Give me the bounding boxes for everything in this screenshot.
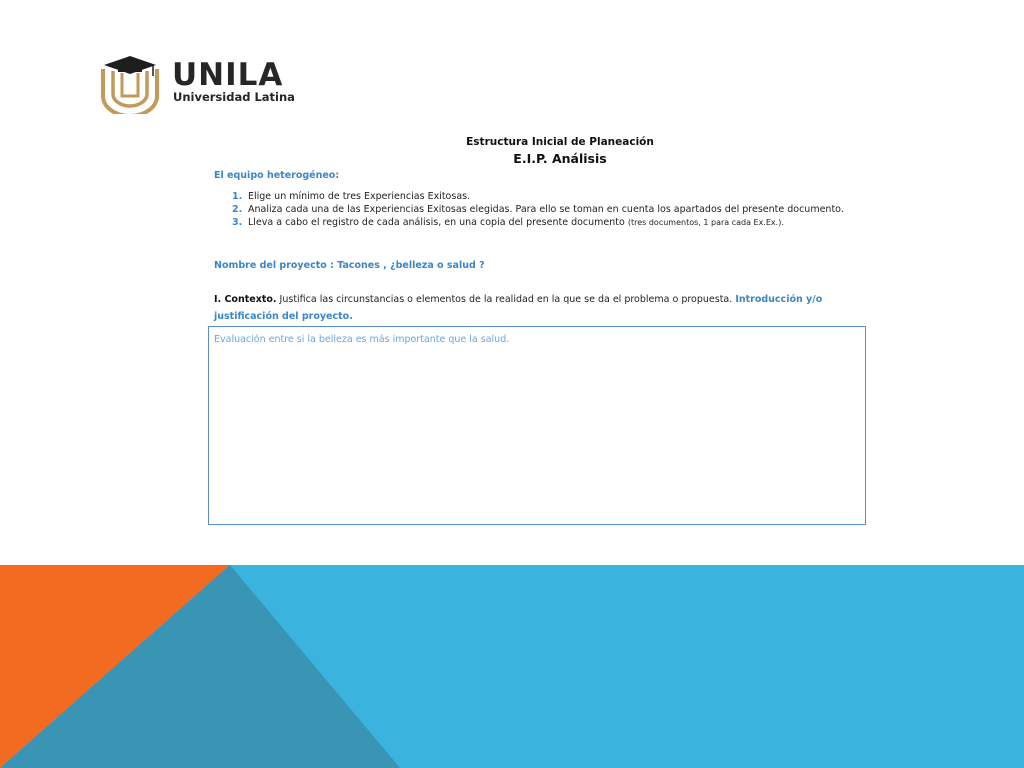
unila-logo (100, 54, 310, 114)
decorative-footer (0, 565, 1024, 768)
step-text: Elige un mínimo de tres Experiencias Exitosas. (248, 191, 471, 202)
team-heading: El equipo heterogéneo: (214, 170, 340, 181)
project-name: Tacones , ¿belleza o salud ? (337, 260, 485, 271)
document-subtitle: E.I.P. Análisis (513, 151, 607, 166)
logo-wordmark: UNILA (172, 57, 284, 93)
context-label: I. Contexto. (214, 294, 277, 305)
list-item (232, 216, 847, 229)
context-section (214, 291, 864, 325)
step-number: 3. (232, 217, 243, 228)
answer-text[interactable]: Evaluación entre si la belleza es más importante que la salud. (214, 334, 510, 345)
step-number: 2. (232, 204, 243, 215)
step-number: 1. (232, 191, 243, 202)
document-title: Estructura Inicial de Planeación (466, 136, 654, 148)
project-name-line (214, 260, 485, 271)
steps-list (232, 190, 847, 229)
step-note: (tres documentos, 1 para cada Ex.Ex.). (627, 218, 784, 227)
context-text: Justifica las circunstancias o elementos de la realidad en la que se da el problema o propuesta. (279, 294, 733, 305)
logo-emblem (100, 54, 160, 114)
project-label: Nombre del proyecto : (214, 260, 334, 271)
logo-subtitle: Universidad Latina (173, 90, 295, 104)
list-item (232, 190, 847, 203)
answer-textbox[interactable] (208, 326, 866, 525)
step-text: Lleva a cabo el registro de cada análisis, en una copia del presente documento (248, 217, 625, 228)
context-highlight: Introducción y/o justificación del proyecto. (214, 294, 823, 322)
list-item (232, 203, 847, 216)
step-text: Analiza cada una de las Experiencias Exitosas elegidas. Para ello se toman en cuenta los apartados del presente documento. (248, 204, 844, 215)
